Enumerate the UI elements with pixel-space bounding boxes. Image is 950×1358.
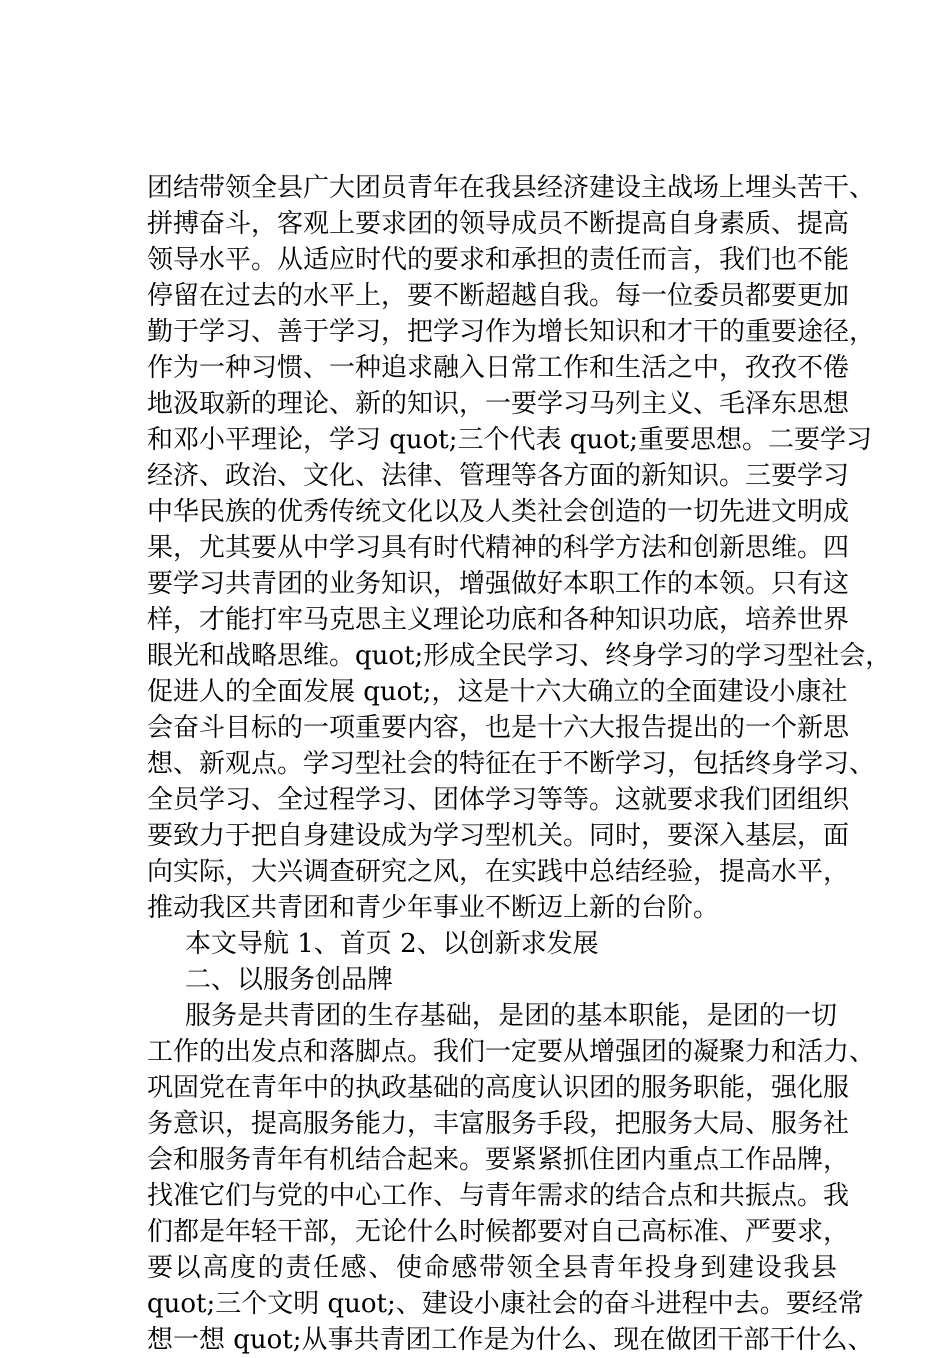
text-line: 找准它们与党的中心工作、与青年需求的结合点和共振点。我: [147, 1181, 850, 1211]
text-line: 样，才能打牢马克思主义理论功底和各种知识功底，培养世界: [147, 605, 850, 635]
text-line: quot;三个文明 quot;、建设小康社会的奋斗进程中去。要经常: [147, 1289, 864, 1319]
text-line: 向实际，大兴调查研究之风，在实践中总结经验，提高水平，: [147, 857, 850, 887]
text-line: 要以高度的责任感、使命感带领全县青年投身到建设我县: [147, 1253, 837, 1283]
text-line: 务意识，提高服务能力，丰富服务手段，把服务大局、服务社: [147, 1109, 850, 1139]
text-line: 中华民族的优秀传统文化以及人类社会创造的一切先进文明成: [147, 497, 850, 527]
text-line: 想一想 quot;从事共青团工作是为什么、现在做团干部干什么、: [147, 1325, 874, 1355]
text-line: 工作的出发点和落脚点。我们一定要从增强团的凝聚力和活力、: [147, 1037, 876, 1067]
text-line: 果，尤其要从中学习具有时代精神的科学方法和创新思维。四: [147, 533, 850, 563]
text-line: 全员学习、全过程学习、团体学习等等。这就要求我们团组织: [147, 785, 850, 815]
text-line: 地汲取新的理论、新的知识，一要学习马列主义、毛泽东思想: [147, 389, 850, 419]
text-line: 眼光和战略思维。quot;形成全民学习、终身学习的学习型社会，: [147, 641, 892, 671]
text-line: 要学习共青团的业务知识，增强做好本职工作的本领。只有这: [147, 569, 850, 599]
text-line: 会奋斗目标的一项重要内容，也是十六大报告提出的一个新思: [147, 713, 850, 743]
article-navigation: 本文导航 1、首页 2、以创新求发展: [185, 929, 599, 959]
text-line: 巩固党在青年中的执政基础的高度认识团的服务职能，强化服: [147, 1073, 850, 1103]
text-line: 拼搏奋斗，客观上要求团的领导成员不断提高自身素质、提高: [147, 209, 850, 239]
text-line: 促进人的全面发展 quot;，这是十六大确立的全面建设小康社: [147, 677, 848, 707]
text-line: 停留在过去的水平上，要不断超越自我。每一位委员都要更加: [147, 281, 850, 311]
text-line: 作为一种习惯、一种追求融入日常工作和生活之中，孜孜不倦: [147, 353, 850, 383]
section-heading: 二、以服务创品牌: [185, 965, 394, 995]
text-line: 团结带领全县广大团员青年在我县经济建设主战场上埋头苦干、: [147, 173, 876, 203]
text-line: 推动我区共青团和青少年事业不断迈上新的台阶。: [147, 893, 720, 923]
text-line: 要致力于把自身建设成为学习型机关。同时，要深入基层，面: [147, 821, 850, 851]
text-line: 勤于学习、善于学习，把学习作为增长知识和才干的重要途径，: [147, 317, 876, 347]
text-line: 们都是年轻干部，无论什么时候都要对自己高标准、严要求，: [147, 1217, 850, 1247]
text-line: 经济、政治、文化、法律、管理等各方面的新知识。三要学习: [147, 461, 850, 491]
text-line: 领导水平。从适应时代的要求和承担的责任而言，我们也不能: [147, 245, 850, 275]
text-line: 服务是共青团的生存基础，是团的基本职能，是团的一切: [185, 1001, 837, 1031]
text-line: 和邓小平理论，学习 quot;三个代表 quot;重要思想。二要学习: [147, 425, 873, 455]
text-line: 想、新观点。学习型社会的特征在于不断学习，包括终身学习、: [147, 749, 876, 779]
text-line: 会和服务青年有机结合起来。要紧紧抓住团内重点工作品牌，: [147, 1145, 850, 1175]
